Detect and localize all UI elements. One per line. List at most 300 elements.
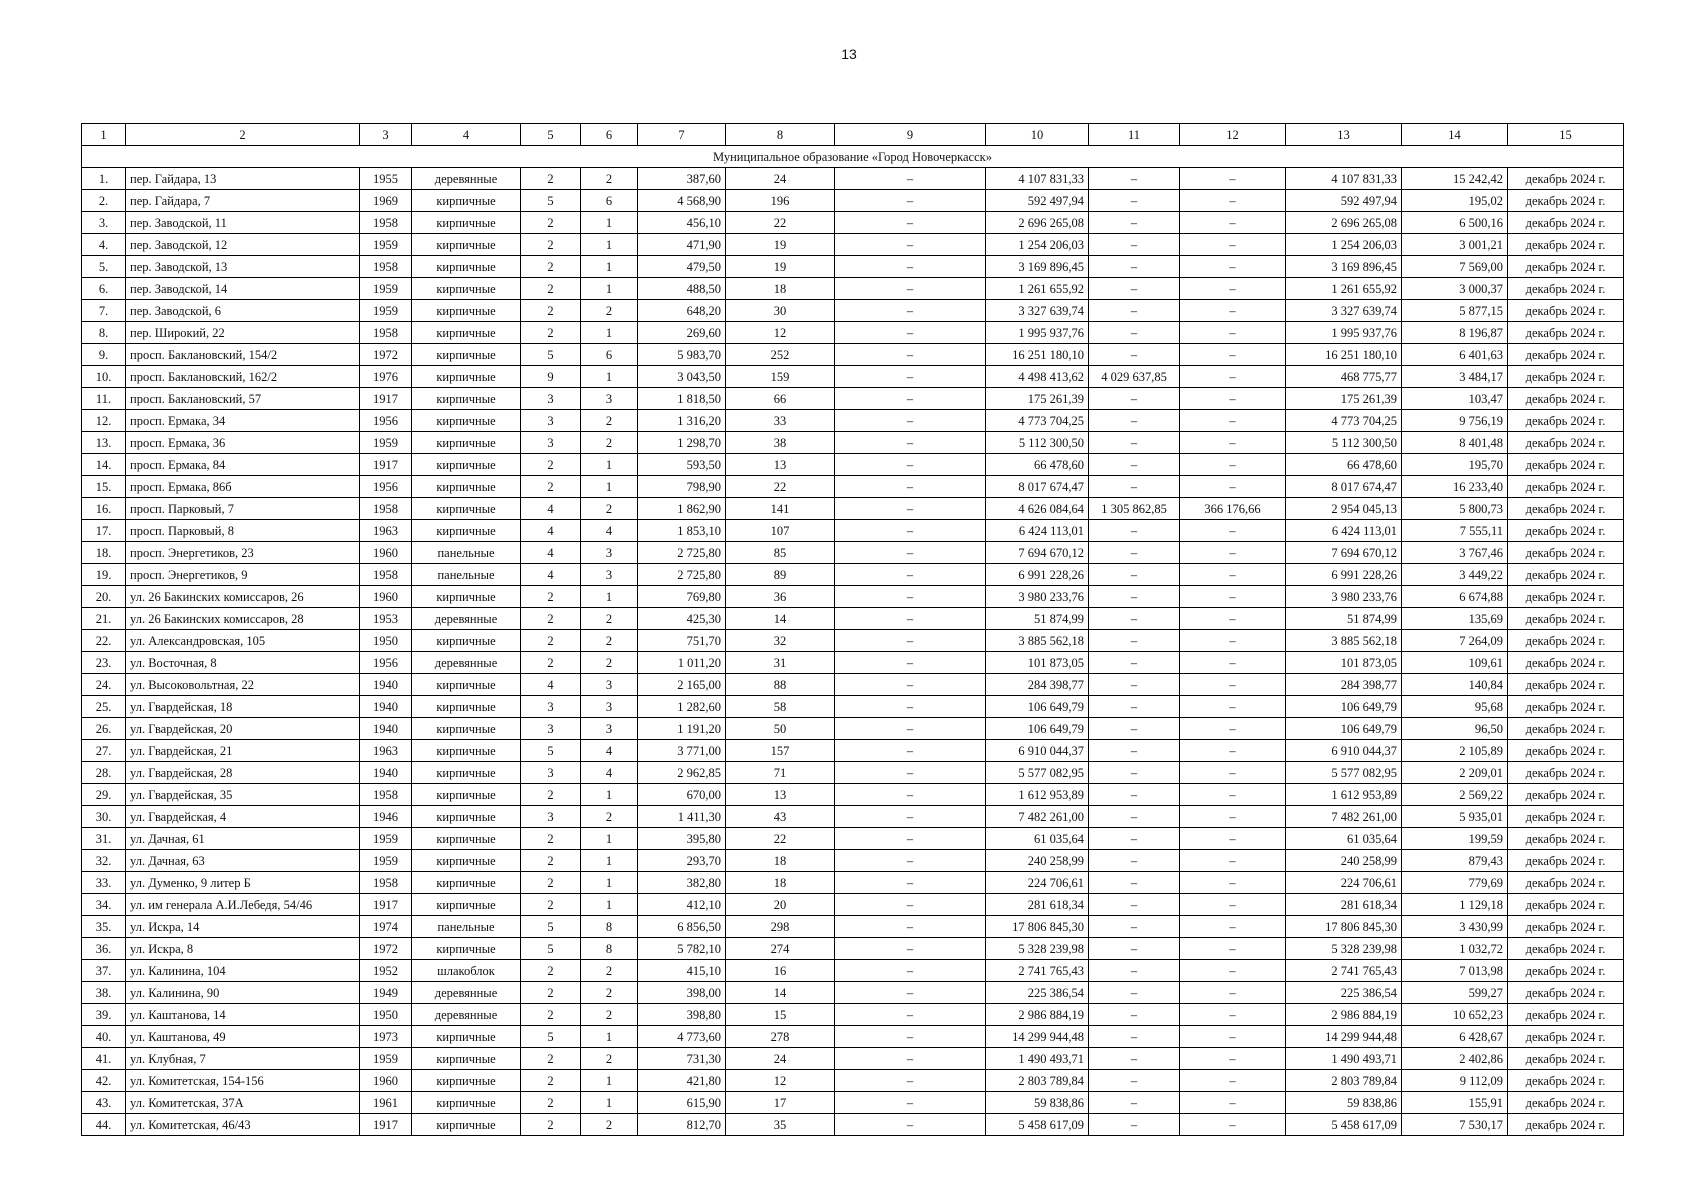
table-cell: – (835, 1026, 986, 1048)
table-cell: декабрь 2024 г. (1508, 190, 1624, 212)
table-cell: декабрь 2024 г. (1508, 410, 1624, 432)
table-cell: 30 (726, 300, 835, 322)
table-cell: 7 264,09 (1402, 630, 1508, 652)
column-header: 9 (835, 124, 986, 146)
table-cell: 1958 (360, 872, 412, 894)
table-cell: 5 (521, 1026, 581, 1048)
table-cell: кирпичные (412, 696, 521, 718)
table-cell: 9 112,09 (1402, 1070, 1508, 1092)
table-cell: 6 424 113,01 (986, 520, 1089, 542)
table-cell: 140,84 (1402, 674, 1508, 696)
table-cell: 2 (521, 1070, 581, 1092)
column-header: 2 (126, 124, 360, 146)
table-cell: 293,70 (638, 850, 726, 872)
table-cell: 421,80 (638, 1070, 726, 1092)
table-cell: 224 706,61 (986, 872, 1089, 894)
table-cell: кирпичные (412, 850, 521, 872)
table-cell: 1969 (360, 190, 412, 212)
table-cell: 8 401,48 (1402, 432, 1508, 454)
table-row (82, 476, 1624, 498)
table-cell: 28. (82, 762, 126, 784)
table-cell: 1959 (360, 300, 412, 322)
table-cell: 6 910 044,37 (1286, 740, 1402, 762)
table-cell: 2 (581, 432, 638, 454)
table-cell: – (1180, 784, 1286, 806)
table-cell: ул. Калинина, 90 (126, 982, 360, 1004)
table-cell: декабрь 2024 г. (1508, 300, 1624, 322)
table-cell: просп. Ермака, 36 (126, 432, 360, 454)
table-cell: 269,60 (638, 322, 726, 344)
table-cell: 89 (726, 564, 835, 586)
table-cell: 2 (581, 168, 638, 190)
table-cell: 13 (726, 784, 835, 806)
table-cell: кирпичные (412, 718, 521, 740)
table-cell: – (1180, 1092, 1286, 1114)
table-cell: 26. (82, 718, 126, 740)
table-cell: 23. (82, 652, 126, 674)
table-cell: декабрь 2024 г. (1508, 388, 1624, 410)
table-cell: 141 (726, 498, 835, 520)
table-cell: ул. им генерала А.И.Лебедя, 54/46 (126, 894, 360, 916)
table-cell: 7. (82, 300, 126, 322)
table-cell: 42. (82, 1070, 126, 1092)
table-cell: 40. (82, 1026, 126, 1048)
table-cell: 12. (82, 410, 126, 432)
table-cell: – (1089, 256, 1180, 278)
table-cell: – (1180, 916, 1286, 938)
table-cell: ул. Дачная, 61 (126, 828, 360, 850)
table-row (82, 520, 1624, 542)
table-cell: – (835, 740, 986, 762)
table-cell: ул. Гвардейская, 18 (126, 696, 360, 718)
housing-registry-table (81, 123, 1624, 1136)
table-cell: – (1089, 586, 1180, 608)
table-cell: – (835, 300, 986, 322)
table-cell: кирпичные (412, 630, 521, 652)
table-cell: – (1180, 476, 1286, 498)
table-cell: 4 626 084,64 (986, 498, 1089, 520)
table-cell: 812,70 (638, 1114, 726, 1136)
table-cell: 2 (521, 784, 581, 806)
table-cell: 1958 (360, 322, 412, 344)
table-cell: 4. (82, 234, 126, 256)
table-cell: 19 (726, 256, 835, 278)
table-cell: 9 756,19 (1402, 410, 1508, 432)
table-cell: 2 (581, 1004, 638, 1026)
table-cell: – (1180, 542, 1286, 564)
table-cell: 1 (581, 850, 638, 872)
table-cell: декабрь 2024 г. (1508, 1004, 1624, 1026)
table-cell: 412,10 (638, 894, 726, 916)
table-cell: 4 568,90 (638, 190, 726, 212)
table-cell: 2 (521, 586, 581, 608)
table-cell: 2 696 265,08 (986, 212, 1089, 234)
table-cell: – (1180, 630, 1286, 652)
table-cell: 32 (726, 630, 835, 652)
table-cell: декабрь 2024 г. (1508, 850, 1624, 872)
table-cell: – (1089, 564, 1180, 586)
table-cell: 13. (82, 432, 126, 454)
table-cell: 31. (82, 828, 126, 850)
table-cell: – (1180, 960, 1286, 982)
table-cell: ул. Клубная, 7 (126, 1048, 360, 1070)
table-cell: просп. Парковый, 7 (126, 498, 360, 520)
table-cell: 4 (521, 498, 581, 520)
table-cell: – (1089, 1048, 1180, 1070)
table-cell: 17 806 845,30 (986, 916, 1089, 938)
table-cell: 1959 (360, 1048, 412, 1070)
table-cell: декабрь 2024 г. (1508, 630, 1624, 652)
table-cell: ул. Калинина, 104 (126, 960, 360, 982)
table-cell: 2 (521, 982, 581, 1004)
table-cell: – (835, 432, 986, 454)
table-cell: 1952 (360, 960, 412, 982)
table-cell: – (835, 344, 986, 366)
table-cell: 7 694 670,12 (986, 542, 1089, 564)
section-row (82, 146, 1624, 168)
table-cell: кирпичные (412, 410, 521, 432)
table-cell: 175 261,39 (986, 388, 1089, 410)
table-cell: – (835, 498, 986, 520)
table-cell: 5 877,15 (1402, 300, 1508, 322)
table-cell: декабрь 2024 г. (1508, 256, 1624, 278)
table-cell: 1972 (360, 938, 412, 960)
table-cell: – (835, 652, 986, 674)
table-cell: 7 013,98 (1402, 960, 1508, 982)
table-cell: 879,43 (1402, 850, 1508, 872)
table-cell: 1 612 953,89 (986, 784, 1089, 806)
table-cell: просп. Баклановский, 154/2 (126, 344, 360, 366)
table-cell: 1958 (360, 256, 412, 278)
table-cell: – (1180, 564, 1286, 586)
column-header: 15 (1508, 124, 1624, 146)
table-cell: 2 725,80 (638, 564, 726, 586)
table-cell: кирпичные (412, 762, 521, 784)
table-cell: 415,10 (638, 960, 726, 982)
table-cell: ул. Гвардейская, 4 (126, 806, 360, 828)
table-cell: – (835, 1004, 986, 1026)
table-row (82, 1048, 1624, 1070)
table-cell: 3 885 562,18 (1286, 630, 1402, 652)
table-cell: 6 991 228,26 (986, 564, 1089, 586)
table-cell: 7 569,00 (1402, 256, 1508, 278)
table-cell: – (1180, 410, 1286, 432)
table-cell: 1 995 937,76 (1286, 322, 1402, 344)
table-cell: 751,70 (638, 630, 726, 652)
table-cell: 2 (521, 850, 581, 872)
table-cell: 731,30 (638, 1048, 726, 1070)
table-cell: – (1180, 322, 1286, 344)
table-cell: кирпичные (412, 1092, 521, 1114)
table-cell: 8. (82, 322, 126, 344)
table-cell: 5 935,01 (1402, 806, 1508, 828)
table-cell: 5 458 617,09 (986, 1114, 1089, 1136)
table-cell: 4 (581, 762, 638, 784)
table-cell: 1 (581, 256, 638, 278)
table-cell: 20. (82, 586, 126, 608)
table-cell: – (1180, 828, 1286, 850)
table-cell: 5 112 300,50 (986, 432, 1089, 454)
table-row (82, 982, 1624, 1004)
table-cell: пер. Заводской, 13 (126, 256, 360, 278)
table-cell: 240 258,99 (986, 850, 1089, 872)
table-cell: 5 782,10 (638, 938, 726, 960)
table-cell: 2 962,85 (638, 762, 726, 784)
table-cell: декабрь 2024 г. (1508, 1070, 1624, 1092)
column-header: 8 (726, 124, 835, 146)
table-cell: 106 649,79 (986, 696, 1089, 718)
table-cell: ул. Комитетская, 154-156 (126, 1070, 360, 1092)
table-row (82, 916, 1624, 938)
table-cell: – (1089, 344, 1180, 366)
table-cell: декабрь 2024 г. (1508, 784, 1624, 806)
table-cell: 1959 (360, 828, 412, 850)
table-cell: 32. (82, 850, 126, 872)
table-cell: просп. Энергетиков, 23 (126, 542, 360, 564)
table-cell: 8 017 674,47 (1286, 476, 1402, 498)
table-cell: 3 000,37 (1402, 278, 1508, 300)
table-cell: 2 (521, 894, 581, 916)
table-cell: декабрь 2024 г. (1508, 344, 1624, 366)
table-cell: 22. (82, 630, 126, 652)
table-cell: декабрь 2024 г. (1508, 696, 1624, 718)
table-cell: 6 991 228,26 (1286, 564, 1402, 586)
column-header: 10 (986, 124, 1089, 146)
table-cell: кирпичные (412, 1114, 521, 1136)
table-cell: – (1089, 1070, 1180, 1092)
table-cell: – (1089, 872, 1180, 894)
table-cell: 3. (82, 212, 126, 234)
table-cell: 1955 (360, 168, 412, 190)
table-cell: 16 251 180,10 (986, 344, 1089, 366)
table-cell: 387,60 (638, 168, 726, 190)
table-cell: декабрь 2024 г. (1508, 564, 1624, 586)
table-cell: панельные (412, 542, 521, 564)
table-cell: 15. (82, 476, 126, 498)
table-cell: – (835, 828, 986, 850)
table-cell: кирпичные (412, 454, 521, 476)
table-cell: 2 741 765,43 (986, 960, 1089, 982)
table-cell: 592 497,94 (1286, 190, 1402, 212)
table-cell: 175 261,39 (1286, 388, 1402, 410)
table-cell: 1956 (360, 410, 412, 432)
table-cell: 38 (726, 432, 835, 454)
table-row (82, 608, 1624, 630)
table-cell: – (1089, 432, 1180, 454)
table-cell: 1 282,60 (638, 696, 726, 718)
table-cell: кирпичные (412, 322, 521, 344)
table-cell: 1959 (360, 278, 412, 300)
table-cell: деревянные (412, 652, 521, 674)
table-cell: кирпичные (412, 872, 521, 894)
table-cell: – (835, 388, 986, 410)
table-cell: 4 (521, 542, 581, 564)
table-cell: 1 (581, 586, 638, 608)
table-cell: 1976 (360, 366, 412, 388)
table-cell: 1940 (360, 718, 412, 740)
table-cell: 1 490 493,71 (986, 1048, 1089, 1070)
table-cell: кирпичные (412, 784, 521, 806)
table-cell: 1 305 862,85 (1089, 498, 1180, 520)
table-cell: – (1089, 1092, 1180, 1114)
table-cell: – (1089, 938, 1180, 960)
table-cell: 366 176,66 (1180, 498, 1286, 520)
table-cell: 1961 (360, 1092, 412, 1114)
table-cell: панельные (412, 916, 521, 938)
table-cell: 2 (581, 498, 638, 520)
table-cell: 9 (521, 366, 581, 388)
table-cell: – (1180, 1004, 1286, 1026)
table-cell: кирпичные (412, 476, 521, 498)
table-row (82, 388, 1624, 410)
table-cell: декабрь 2024 г. (1508, 212, 1624, 234)
table-cell: 6 910 044,37 (986, 740, 1089, 762)
table-cell: 2 (521, 960, 581, 982)
table-cell: 4 773,60 (638, 1026, 726, 1048)
column-header: 1 (82, 124, 126, 146)
table-cell: 5 577 082,95 (986, 762, 1089, 784)
table-cell: 59 838,86 (1286, 1092, 1402, 1114)
table-cell: декабрь 2024 г. (1508, 938, 1624, 960)
table-cell: декабрь 2024 г. (1508, 234, 1624, 256)
table-cell: 2 (581, 982, 638, 1004)
table-cell: – (1180, 674, 1286, 696)
table-cell: 798,90 (638, 476, 726, 498)
table-cell: 2 986 884,19 (986, 1004, 1089, 1026)
section-title: Муниципальное образование «Город Новочеркасск» (82, 146, 1624, 168)
table-row (82, 762, 1624, 784)
column-header: 4 (412, 124, 521, 146)
table-cell: 1. (82, 168, 126, 190)
table-cell: 1 853,10 (638, 520, 726, 542)
table-cell: 33. (82, 872, 126, 894)
table-cell: 224 706,61 (1286, 872, 1402, 894)
table-cell: 252 (726, 344, 835, 366)
table-cell: 20 (726, 894, 835, 916)
table-cell: 17 (726, 1092, 835, 1114)
table-cell: 1 261 655,92 (1286, 278, 1402, 300)
table-cell: просп. Энергетиков, 9 (126, 564, 360, 586)
table-cell: 43. (82, 1092, 126, 1114)
table-cell: 3 430,99 (1402, 916, 1508, 938)
table-cell: 3 767,46 (1402, 542, 1508, 564)
table-cell: 106 649,79 (1286, 696, 1402, 718)
table-row (82, 740, 1624, 762)
table-cell: ул. 26 Бакинских комиссаров, 26 (126, 586, 360, 608)
table-cell: 35 (726, 1114, 835, 1136)
table-cell: 2 (581, 1048, 638, 1070)
table-cell: декабрь 2024 г. (1508, 498, 1624, 520)
table-cell: кирпичные (412, 190, 521, 212)
table-cell: декабрь 2024 г. (1508, 278, 1624, 300)
table-cell: 3 885 562,18 (986, 630, 1089, 652)
table-cell: 2 (521, 652, 581, 674)
table-cell: просп. Баклановский, 162/2 (126, 366, 360, 388)
table-cell: – (1089, 212, 1180, 234)
table-cell: 2. (82, 190, 126, 212)
table-cell: – (835, 1070, 986, 1092)
table-cell: – (1180, 586, 1286, 608)
table-cell: 398,00 (638, 982, 726, 1004)
table-cell: 281 618,34 (1286, 894, 1402, 916)
table-cell: 456,10 (638, 212, 726, 234)
table-cell: 1940 (360, 762, 412, 784)
column-header: 7 (638, 124, 726, 146)
table-cell: 1953 (360, 608, 412, 630)
table-cell: 648,20 (638, 300, 726, 322)
table-cell: – (835, 960, 986, 982)
table-cell: – (1180, 454, 1286, 476)
table-cell: 1958 (360, 784, 412, 806)
table-cell: 3 (581, 674, 638, 696)
table-cell: 2 (521, 872, 581, 894)
table-cell: кирпичные (412, 674, 521, 696)
table-row (82, 718, 1624, 740)
table-cell: пер. Широкий, 22 (126, 322, 360, 344)
table-cell: – (835, 608, 986, 630)
table-cell: 24 (726, 1048, 835, 1070)
table-cell: 2 (521, 212, 581, 234)
table-row (82, 586, 1624, 608)
table-cell: 3 (521, 806, 581, 828)
table-cell: – (1180, 520, 1286, 542)
table-cell: – (1089, 388, 1180, 410)
table-cell: 2 (521, 630, 581, 652)
table-cell: 39. (82, 1004, 126, 1026)
table-cell: 2 (521, 1114, 581, 1136)
table-cell: 1959 (360, 234, 412, 256)
table-cell: 10 652,23 (1402, 1004, 1508, 1026)
table-cell: 3 771,00 (638, 740, 726, 762)
table-cell: кирпичные (412, 520, 521, 542)
table-cell: декабрь 2024 г. (1508, 608, 1624, 630)
table-cell: 195,70 (1402, 454, 1508, 476)
table-cell: 12 (726, 322, 835, 344)
table-cell: – (1089, 674, 1180, 696)
table-row (82, 674, 1624, 696)
table-cell: кирпичные (412, 828, 521, 850)
table-cell: 6 (581, 344, 638, 366)
table-cell: декабрь 2024 г. (1508, 718, 1624, 740)
table-cell: – (1180, 806, 1286, 828)
table-cell: – (1180, 850, 1286, 872)
table-cell: 3 (581, 542, 638, 564)
table-cell: 155,91 (1402, 1092, 1508, 1114)
table-cell: просп. Баклановский, 57 (126, 388, 360, 410)
table-cell: 6 428,67 (1402, 1026, 1508, 1048)
table-cell: пер. Заводской, 11 (126, 212, 360, 234)
table-cell: 5 577 082,95 (1286, 762, 1402, 784)
table-cell: – (1180, 718, 1286, 740)
table-cell: ул. Дачная, 63 (126, 850, 360, 872)
table-cell: кирпичные (412, 806, 521, 828)
table-cell: декабрь 2024 г. (1508, 432, 1624, 454)
table-cell: 3 327 639,74 (986, 300, 1089, 322)
table-cell: – (835, 542, 986, 564)
table-cell: – (835, 322, 986, 344)
table-cell: 240 258,99 (1286, 850, 1402, 872)
table-cell: декабрь 2024 г. (1508, 674, 1624, 696)
table-cell: 3 (521, 410, 581, 432)
table-cell: – (1180, 168, 1286, 190)
table-cell: 43 (726, 806, 835, 828)
table-cell: 2 402,86 (1402, 1048, 1508, 1070)
table-cell: 5 328 239,98 (986, 938, 1089, 960)
table-cell: – (1089, 1026, 1180, 1048)
table-cell: – (835, 564, 986, 586)
table-cell: 2 803 789,84 (1286, 1070, 1402, 1092)
table-row (82, 960, 1624, 982)
